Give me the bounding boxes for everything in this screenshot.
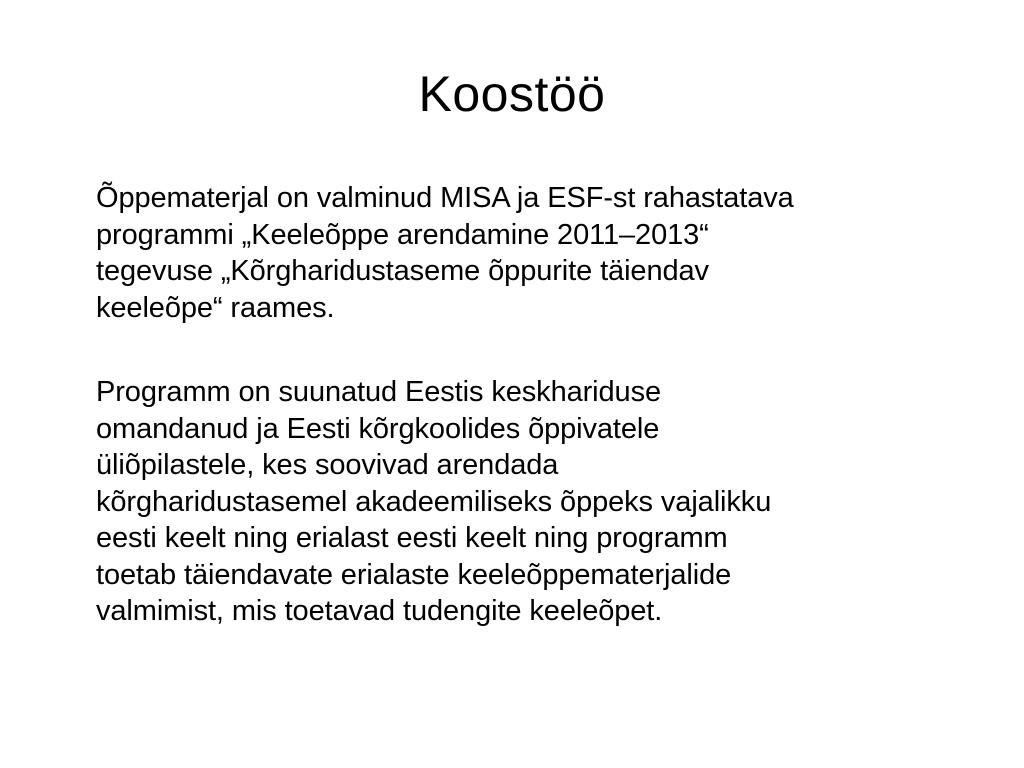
paragraph-2-line-1: Programm on suunatud Eestis keskhariduse bbox=[96, 376, 662, 408]
paragraph-2-line-4: kõrgharidustasemel akadeemiliseks õppeks vajalikku bbox=[96, 485, 772, 518]
paragraph-2-line-6: toetab täiendavate erialaste keeleõppematerjalide bbox=[96, 558, 732, 591]
paragraph-2-line-2: omandanud ja Eesti kõrgkoolides õppivatele bbox=[96, 412, 660, 445]
slide-title: Koostöö bbox=[418, 66, 606, 122]
paragraph-1 bbox=[82, 180, 962, 326]
paragraph-2-line-3: üliõpilastele, kes soovivad arendada bbox=[96, 449, 559, 481]
paragraph-1-line-3: tegevuse „Kõrgharidustaseme õppurite täiendav bbox=[96, 255, 709, 287]
paragraph-2-line-5: eesti keelt ning erialast eesti keelt ning programm bbox=[96, 522, 728, 554]
paragraph-1-line-2: programmi „Keeleõppe arendamine 2011–2013“ bbox=[96, 218, 709, 251]
paragraph-2-line-7: valmimist, mis toetavad tudengite keeleõpet. bbox=[96, 595, 663, 627]
paragraph-1-line-1: Õppematerjal on valminud MISA ja ESF-st rahastatava bbox=[96, 182, 794, 214]
paragraph-2 bbox=[82, 374, 962, 630]
slide-body bbox=[82, 180, 962, 630]
paragraph-1-line-4: keeleõpe“ raames. bbox=[96, 291, 335, 324]
